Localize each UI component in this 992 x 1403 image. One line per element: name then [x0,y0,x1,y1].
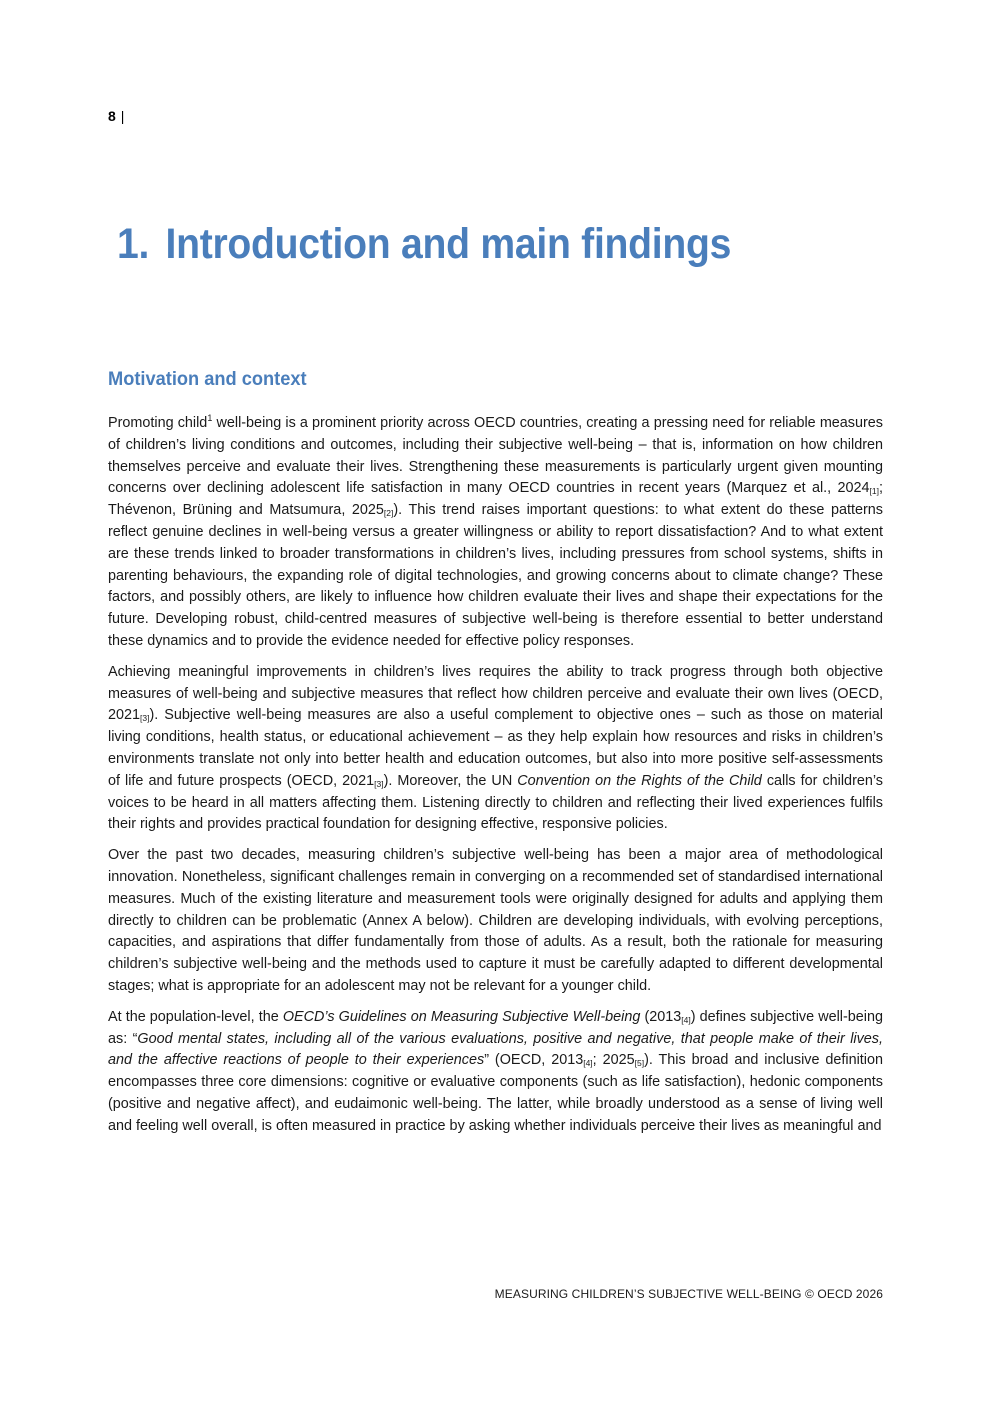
paragraph-1 [108,413,883,653]
convention-title: Convention on the Rights of the Child [517,772,762,789]
citation-ref[interactable]: [3] [140,713,150,724]
citation-ref[interactable]: [2] [383,508,394,519]
paragraph-2-text: ). Subjective well-being measures are also a useful complement to objective ones – such as those on material living conditions, health status, or educational achievement – as they help explain how resources and risks in children’s environments translate not only into better health and education outcomes, but also into more positive self-assessments of life and future prospects (OECD, 2021 [108,707,883,789]
paragraph-4-text: (2013 [640,1008,682,1025]
page-footer: MEASURING CHILDREN’S SUBJECTIVE WELL-BEING © OECD 2026 [494,1287,883,1301]
section-heading: Motivation and context [108,369,307,390]
paragraph-2-text: calls for children’s voices to be heard in all matters affecting them. Listening directly to children and reflecting their lived experiences fulfils their rights and provides practical foundation for designing effective, responsive policies. [108,772,883,833]
paragraph-4-text: ) defines subjective well-being as: “ [108,1008,883,1047]
citation-ref[interactable]: [4] [583,1058,593,1069]
definition-quote: Good mental states, including all of the various evaluations, positive and negative, that people make of their lives, and the affective reactions of people to their experiences [108,1030,883,1069]
footnote-marker[interactable]: 1 [207,413,213,423]
citation-ref[interactable]: [4] [681,1014,691,1025]
paragraph-1-text: well-being is a prominent priority across OECD countries, creating a pressing need for reliable measures of children’s living conditions and outcomes, including their subjective well-being – that is, information on how children themselves perceive and evaluate their lives. Strengthening these measurements is particularly urgent given mounting concerns over declining adolescent life satisfaction in many OECD countries in recent years (Marquez et al., 2024 [108,415,884,497]
citation-ref[interactable]: [5] [634,1058,645,1069]
body-text [108,413,883,1147]
paragraph-4-text: ). This broad and inclusive definition encompasses three core dimensions: cognitive or evaluative components (such as life satisfaction), hedonic components (positive and negative affect), and eudaimonic well-being. The latter, while broadly understood as a sense of living well and feeling well overall, is often measured in practice by asking whether individuals perceive their lives as meaningful and [108,1052,883,1134]
paragraph-2 [108,662,883,836]
paragraph-4-text: At the population-level, the [108,1008,283,1025]
citation-ref[interactable]: [1] [869,486,879,497]
page-number [108,107,124,125]
paragraph-2-text: Achieving meaningful improvements in children’s lives requires the ability to track progress through both objective measures of well-being and subjective measures that reflect how children perceive and evaluate their own lives (OECD, 2021 [108,663,883,724]
page-number-separator: | [120,108,125,124]
paragraph-4-text: ” (OECD, 2013 [484,1052,584,1069]
citation-ref[interactable]: [3] [374,778,384,789]
paragraph-2-text: ). Moreover, the UN [383,772,518,789]
paragraph-4 [108,1007,883,1138]
paragraph-1-text: ; Thévenon, Brüning and Matsumura, 2025 [108,480,883,519]
chapter-title [117,218,731,270]
chapter-number: 1. [117,220,150,268]
paragraph-1-text: Promoting child [108,415,208,431]
paragraph-3: Over the past two decades, measuring children’s subjective well-being has been a major area of methodological innovation. Nonetheless, significant challenges remain in converging on a recommended set of standardised international measures. Much of the existing literature and measurement tools were originally designed for adults and applying them directly to children can be problematic (Annex A below). Children are developing individuals, with evolving perceptions, capacities, and aspirations that differ fundamentally from those of adults. As a result, both the rationale for measuring children’s subjective well-being and the methods used to capture it must be carefully adapted to different developmental stages; what is appropriate for an adolescent may not be relevant for a younger child. [108,847,883,994]
guidelines-title: OECD’s Guidelines on Measuring Subjective Well-being [282,1008,641,1025]
paragraph-1-text: ). This trend raises important questions: to what extent do these patterns reflect genuine declines in well-being versus a greater willingness or ability to report dissatisfaction? And to what extent are these trends linked to broader transformations in children’s lives, including pressures from school systems, shifts in parenting behaviours, the expanding role of digital technologies, and growing concerns about to climate change? These factors, and possibly others, are likely to influence how children evaluate their lives and shape their expectations for the future. Developing robust, child-centred measures of subjective well-being is therefore essential to better understand these dynamics and to provide the evidence needed for effective policy responses. [108,502,883,649]
chapter-title-text: Introduction and main findings [165,220,732,268]
page-number-value: 8 [108,108,116,124]
paragraph-4-text: ; 2025 [592,1052,635,1069]
